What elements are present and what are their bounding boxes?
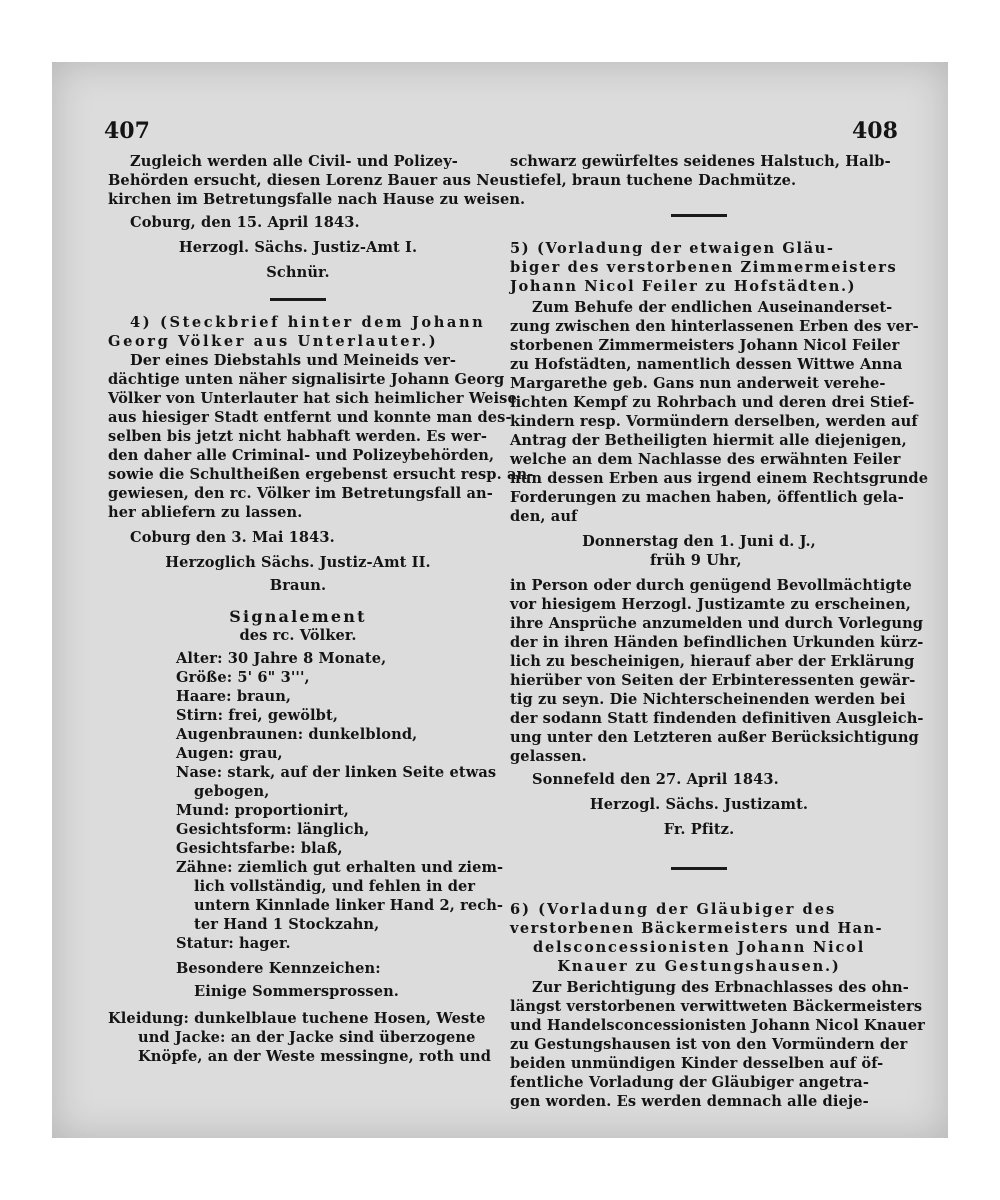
text-line: der in ihren Händen befindlichen Urkunden kürz-	[510, 634, 924, 651]
clothing-line: Kleidung: dunkelblaue tuchene Hosen, Weste	[108, 1010, 486, 1027]
text-line: Der eines Diebstahls und Meineids ver-	[130, 352, 457, 369]
office-line: Herzoglich Sächs. Justiz-Amt II.	[165, 554, 431, 571]
text-line: welche an dem Nachlasse des erwähnten Feiler	[510, 451, 901, 468]
feature-line: Haare: braun,	[176, 688, 292, 705]
signature-line: Fr. Pfitz.	[663, 821, 735, 838]
text-line: in Person oder durch genügend Bevollmächtigte	[510, 577, 912, 594]
text-line: Forderungen zu machen haben, öffentlich gela-	[510, 489, 904, 506]
text-line: tig zu seyn. Die Nichterscheinenden werden bei	[510, 691, 906, 708]
date-line: Sonnefeld den 27. April 1843.	[532, 771, 779, 788]
text-line: dächtige unten näher signalisirte Johann Georg	[108, 371, 505, 388]
date-line: Coburg, den 15. April 1843.	[130, 214, 360, 231]
text-line: selben bis jetzt nicht habhaft werden. Es wer-	[108, 428, 488, 445]
text-line: Margarethe geb. Gans nun anderweit verehe-	[510, 375, 886, 392]
special-marks-heading: Besondere Kennzeichen:	[176, 960, 381, 977]
appointment-time: früh 9 Uhr,	[650, 552, 742, 569]
right-page-number: 408	[852, 118, 898, 144]
text-line: ihre Ansprüche anzumelden und durch Vorlegung	[510, 615, 924, 632]
text-line: lich zu bescheinigen, hierauf aber der Erklärung	[510, 653, 915, 670]
text-line: fentliche Vorladung der Gläubiger angetra-	[510, 1074, 870, 1091]
text-line: gewiesen, den rc. Völker im Betretungsfall an-	[108, 485, 493, 502]
text-line: vor hiesigem Herzogl. Justizamte zu erscheinen,	[510, 596, 911, 613]
text-line: lichten Kempf zu Rohrbach und deren drei Stief-	[510, 394, 915, 411]
text-line: ung unter den Letzteren außer Berücksichtigung	[510, 729, 919, 746]
text-line: zu Hofstädten, namentlich dessen Wittwe Anna	[510, 356, 903, 373]
appointment-date: Donnerstag den 1. Juni d. J.,	[582, 533, 816, 550]
text-line: zu Gestungshausen ist von den Vormündern der	[510, 1036, 908, 1053]
text-line: storbenen Zimmermeisters Johann Nicol Feiler	[510, 337, 900, 354]
section-heading: Knauer zu Gestungshausen.)	[557, 958, 841, 975]
clothing-line: und Jacke: an der Jacke sind überzogene	[138, 1029, 476, 1046]
clothing-line: Knöpfe, an der Weste messingne, roth und	[138, 1048, 492, 1065]
feature-line: Gesichtsfarbe: blaß,	[176, 840, 343, 857]
signature-line: Braun.	[269, 577, 327, 594]
special-marks-text: Einige Sommersprossen.	[194, 983, 399, 1000]
feature-line: untern Kinnlade linker Hand 2, rech-	[194, 897, 504, 914]
text-line: und Handelsconcessionisten Johann Nicol Knauer	[510, 1017, 925, 1034]
text-line: kindern resp. Vormündern derselben, werden auf	[510, 413, 918, 430]
text-line: her abliefern zu lassen.	[108, 504, 303, 521]
text-line: Völker von Unterlauter hat sich heimlicher Weise	[108, 390, 517, 407]
section-heading: delsconcessionisten Johann Nicol	[532, 939, 866, 956]
text-line: stiefel, braun tuchene Dachmütze.	[510, 172, 797, 189]
text-line: aus hiesiger Stadt entfernt und konnte man des-	[108, 409, 512, 426]
feature-line: Nase: stark, auf der linken Seite etwas	[176, 764, 497, 781]
section-heading: Johann Nicol Feiler zu Hofstädten.)	[510, 278, 857, 295]
feature-line: Zähne: ziemlich gut erhalten und ziem-	[176, 859, 504, 876]
section-heading: 5) (Vorladung der etwaigen Gläu-	[510, 240, 835, 257]
text-line: Antrag der Betheiligten hiermit alle diejenigen,	[510, 432, 907, 449]
section-heading: Georg Völker aus Unterlauter.)	[108, 333, 439, 350]
office-line: Herzogl. Sächs. Justiz-Amt I.	[178, 239, 418, 256]
text-line: längst verstorbenen verwittweten Bäckermeisters	[510, 998, 923, 1015]
section-divider	[270, 298, 326, 301]
left-column	[108, 152, 534, 1066]
text-line: sowie die Schultheißen ergebenst ersucht resp. an-	[108, 466, 534, 483]
feature-line: gebogen,	[194, 783, 270, 800]
right-column	[510, 152, 929, 1111]
text-line: gelassen.	[510, 748, 587, 765]
text-line: Zum Behufe der endlichen Auseinanderset-	[532, 299, 893, 316]
section-heading: 4) (Steckbrief hinter dem Johann	[130, 314, 486, 331]
signature-line: Schnür.	[266, 264, 330, 281]
text-line: den, auf	[510, 508, 578, 525]
feature-line: Mund: proportionirt,	[176, 802, 349, 819]
feature-line: Gesichtsform: länglich,	[176, 821, 370, 838]
section-divider	[671, 214, 727, 217]
date-line: Coburg den 3. Mai 1843.	[130, 529, 335, 546]
signalement-subheading: des rc. Völker.	[239, 627, 357, 644]
office-line: Herzogl. Sächs. Justizamt.	[589, 796, 809, 813]
feature-line: lich vollständig, und fehlen in der	[194, 878, 476, 895]
text-line: Behörden ersucht, diesen Lorenz Bauer aus Neu-	[108, 172, 516, 189]
signalement-heading: Signalement	[229, 607, 367, 626]
text-line: Zur Berichtigung des Erbnachlasses des ohn-	[532, 979, 909, 996]
text-line: schwarz gewürfeltes seidenes Halstuch, Halb-	[510, 153, 891, 170]
feature-line: Alter: 30 Jahre 8 Monate,	[176, 650, 387, 667]
feature-line: ter Hand 1 Stockzahn,	[194, 916, 380, 933]
text-line: zung zwischen den hinterlassenen Erben des ver-	[510, 318, 919, 335]
text-line: beiden unmündigen Kinder desselben auf öf-	[510, 1055, 884, 1072]
text-line: Zugleich werden alle Civil- und Polizey-	[130, 153, 458, 170]
section-divider	[671, 867, 727, 870]
feature-line: Augenbraunen: dunkelblond,	[176, 726, 418, 743]
feature-line: Stirn: frei, gewölbt,	[176, 707, 339, 724]
feature-line: Augen: grau,	[176, 745, 283, 762]
feature-line: Größe: 5' 6" 3''',	[176, 669, 310, 686]
text-line: den daher alle Criminal- und Polizeybehörden,	[108, 447, 495, 464]
text-line: hierüber von Seiten der Erbinteressenten gewär-	[510, 672, 916, 689]
feature-line: Statur: hager.	[176, 935, 291, 952]
section-heading: biger des verstorbenen Zimmermeisters	[510, 259, 898, 276]
section-heading: verstorbenen Bäckermeisters und Han-	[510, 920, 883, 937]
text-line: der sodann Statt findenden definitiven Ausgleich-	[510, 710, 924, 727]
text-line: nun dessen Erben aus irgend einem Rechtsgrunde	[510, 470, 929, 487]
section-heading: 6) (Vorladung der Gläubiger des	[510, 901, 837, 918]
text-line: gen worden. Es werden demnach alle dieje-	[510, 1093, 869, 1110]
left-page-number: 407	[104, 118, 150, 144]
text-line: kirchen im Betretungsfalle nach Hause zu weisen.	[108, 191, 526, 208]
